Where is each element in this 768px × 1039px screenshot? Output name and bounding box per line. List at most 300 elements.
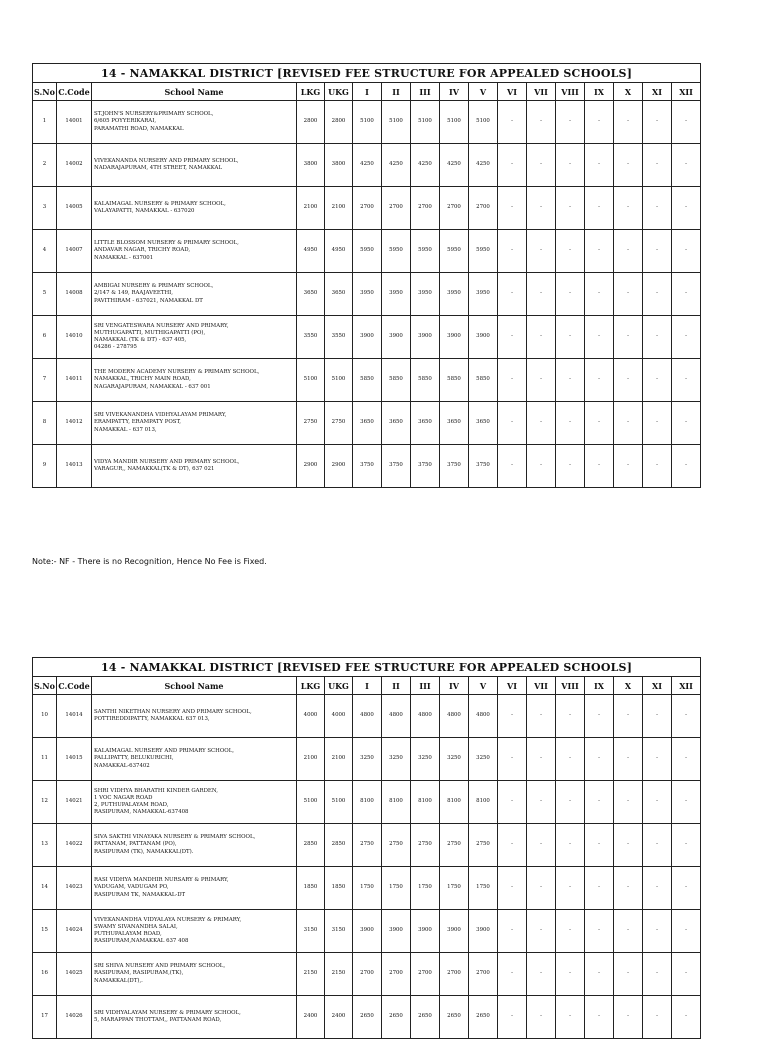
- table-row: [33, 781, 701, 824]
- fee-cell: 1750: [382, 867, 411, 910]
- fee-cell: 5100: [325, 359, 353, 402]
- school-name-line: LITTLE BLOSSOM NURSERY & PRIMARY SCHOOL,: [94, 240, 239, 247]
- school-name-line: NAMAKKAL, TRICHY MAIN ROAD,: [94, 376, 191, 383]
- fee-cell: -: [643, 824, 672, 867]
- school-name-cell: [92, 187, 297, 230]
- table-row: [33, 230, 701, 273]
- school-name-line: ANDAVAR NAGAR, TRICHY ROAD,: [94, 247, 191, 254]
- school-name-line: NAMAKKAL(DT),.: [94, 977, 143, 984]
- fee-cell: -: [643, 953, 672, 996]
- column-header: IX: [585, 677, 614, 695]
- school-code-cell: 14022: [57, 824, 92, 867]
- column-header: VII: [527, 677, 556, 695]
- fee-cell: 2700: [469, 953, 498, 996]
- fee-cell: -: [556, 144, 585, 187]
- fee-cell: 3150: [325, 910, 353, 953]
- fee-cell: 2700: [440, 187, 469, 230]
- fee-cell: -: [672, 144, 701, 187]
- note-text: Note:- NF - There is no Recognition, Hence No Fee is Fixed.: [32, 557, 267, 566]
- column-header: School Name: [92, 83, 297, 101]
- fee-cell: -: [643, 996, 672, 1039]
- column-header: III: [411, 83, 440, 101]
- fee-cell: -: [614, 359, 643, 402]
- school-name-line: AMBIGAI NURSERY & PRIMARY SCHOOL,: [94, 283, 214, 290]
- school-name-line: 6/605 POYYERIKARAI,: [94, 118, 157, 125]
- school-name-line: NADARAJAPURAM, 4TH STREET, NAMAKKAL: [94, 165, 223, 171]
- fee-cell: -: [614, 953, 643, 996]
- fee-cell: -: [672, 187, 701, 230]
- serial-number-cell: 13: [33, 824, 57, 867]
- fee-cell: 3950: [469, 273, 498, 316]
- fee-cell: -: [672, 695, 701, 738]
- column-header: VII: [527, 83, 556, 101]
- fee-cell: -: [614, 101, 643, 144]
- column-header: V: [469, 83, 498, 101]
- table-row: [33, 695, 701, 738]
- fee-cell: 3900: [411, 910, 440, 953]
- fee-cell: -: [498, 402, 527, 445]
- school-name-cell: [92, 953, 297, 996]
- fee-cell: -: [614, 402, 643, 445]
- fee-cell: -: [614, 230, 643, 273]
- fee-cell: -: [556, 187, 585, 230]
- serial-number-cell: 16: [33, 953, 57, 996]
- fee-cell: 4800: [382, 695, 411, 738]
- column-header: II: [382, 83, 411, 101]
- column-header: UKG: [325, 677, 353, 695]
- fee-cell: -: [585, 996, 614, 1039]
- fee-cell: 3950: [353, 273, 382, 316]
- serial-number-cell: 8: [33, 402, 57, 445]
- fee-cell: 1750: [469, 867, 498, 910]
- school-name-cell: [92, 230, 297, 273]
- serial-number-cell: 1: [33, 101, 57, 144]
- school-name-cell: [92, 359, 297, 402]
- fee-cell: 1850: [297, 867, 325, 910]
- fee-cell: -: [614, 910, 643, 953]
- fee-cell: 1750: [411, 867, 440, 910]
- fee-cell: 5950: [353, 230, 382, 273]
- fee-cell: 2700: [382, 187, 411, 230]
- table-row: [33, 316, 701, 359]
- school-name-line: 2, PUTHUPALAYAM ROAD,: [94, 802, 169, 808]
- fee-cell: -: [585, 273, 614, 316]
- school-code-cell: 14001: [57, 101, 92, 144]
- school-name-line: RASIPURAM (TK), NAMAKKAL(DT).: [94, 848, 194, 855]
- school-name-line: VARAGUR,, NAMAKKAL(TK & DT), 637 021: [94, 466, 215, 472]
- school-name-cell: [92, 695, 297, 738]
- fee-cell: -: [527, 316, 556, 359]
- fee-cell: -: [527, 273, 556, 316]
- fee-cell: -: [527, 445, 556, 488]
- school-code-cell: 14002: [57, 144, 92, 187]
- school-code-cell: 14007: [57, 230, 92, 273]
- fee-cell: 3650: [297, 273, 325, 316]
- column-header: C.Code: [57, 83, 92, 101]
- fee-cell: 4950: [297, 230, 325, 273]
- school-name-line: PALLIPATTY, BELUKURICHI,: [94, 755, 174, 762]
- fee-cell: -: [498, 359, 527, 402]
- fee-cell: 5100: [469, 101, 498, 144]
- fee-cell: 5850: [353, 359, 382, 402]
- fee-cell: 2400: [297, 996, 325, 1039]
- fee-cell: 2900: [325, 445, 353, 488]
- school-name-line: 2/147 & 149, RAAJAVEETHI,: [94, 290, 174, 297]
- fee-cell: 2800: [297, 101, 325, 144]
- fee-cell: -: [556, 781, 585, 824]
- fee-cell: 4000: [325, 695, 353, 738]
- fee-cell: 3750: [411, 445, 440, 488]
- school-name-line: ERAMPATTY, ERAMPATY POST,: [94, 419, 181, 426]
- column-header: VI: [498, 677, 527, 695]
- school-code-cell: 14015: [57, 738, 92, 781]
- fee-cell: -: [643, 101, 672, 144]
- table-title: 14 - NAMAKKAL DISTRICT [REVISED FEE STRUCTURE FOR APPEALED SCHOOLS]: [33, 658, 701, 677]
- school-name-line: SANTHI NIKETHAN NURSERY AND PRIMARY SCHOOL,: [94, 708, 252, 715]
- column-header: XII: [672, 83, 701, 101]
- fee-cell: -: [643, 273, 672, 316]
- fee-cell: -: [672, 824, 701, 867]
- column-header: IV: [440, 677, 469, 695]
- table-row: [33, 144, 701, 187]
- column-header: X: [614, 83, 643, 101]
- fee-cell: 3900: [353, 910, 382, 953]
- fee-cell: 2750: [353, 824, 382, 867]
- fee-cell: 1850: [325, 867, 353, 910]
- fee-cell: 3900: [353, 316, 382, 359]
- school-name-cell: [92, 824, 297, 867]
- school-name-cell: [92, 402, 297, 445]
- fee-cell: 4250: [440, 144, 469, 187]
- fee-cell: -: [643, 230, 672, 273]
- fee-cell: 2700: [411, 953, 440, 996]
- school-name-line: KALAIMAGAL NURSERY AND PRIMARY SCHOOL,: [94, 748, 235, 755]
- fee-cell: -: [643, 910, 672, 953]
- school-name-line: RASIPURAM, RASIPURAM,(TK),: [94, 970, 184, 977]
- fee-cell: 3650: [440, 402, 469, 445]
- table-row: [33, 867, 701, 910]
- fee-cell: -: [585, 187, 614, 230]
- fee-cell: -: [498, 144, 527, 187]
- fee-cell: -: [672, 359, 701, 402]
- fee-cell: 2400: [325, 996, 353, 1039]
- fee-cell: -: [672, 996, 701, 1039]
- school-code-cell: 14012: [57, 402, 92, 445]
- fee-cell: -: [672, 867, 701, 910]
- fee-cell: 3750: [469, 445, 498, 488]
- serial-number-cell: 14: [33, 867, 57, 910]
- fee-cell: 5100: [353, 101, 382, 144]
- fee-cell: 2650: [411, 996, 440, 1039]
- fee-cell: -: [556, 867, 585, 910]
- fee-cell: 4250: [382, 144, 411, 187]
- school-name-line: SRI VENGATESWARA NURSERY AND PRIMARY,: [94, 322, 229, 329]
- school-code-cell: 14008: [57, 273, 92, 316]
- fee-cell: 4950: [325, 230, 353, 273]
- serial-number-cell: 7: [33, 359, 57, 402]
- fee-cell: 2100: [325, 738, 353, 781]
- fee-cell: 2700: [440, 953, 469, 996]
- fee-cell: 3650: [325, 273, 353, 316]
- fee-cell: 5100: [297, 359, 325, 402]
- fee-cell: 2750: [411, 824, 440, 867]
- fee-cell: -: [498, 101, 527, 144]
- serial-number-cell: 2: [33, 144, 57, 187]
- school-name-line: RASI VIDHYA MANDHIR NURSARY & PRIMARY,: [94, 877, 229, 884]
- school-code-cell: 14011: [57, 359, 92, 402]
- fee-cell: 8100: [382, 781, 411, 824]
- school-name-line: VIVEKANANDA NURSERY AND PRIMARY SCHOOL,: [94, 157, 239, 164]
- fee-cell: -: [556, 445, 585, 488]
- fee-cell: 2650: [353, 996, 382, 1039]
- fee-cell: -: [643, 445, 672, 488]
- school-name-line: NAMAKKAL (TK & DT) - 637 405,: [94, 337, 187, 343]
- table-row: [33, 402, 701, 445]
- serial-number-cell: 5: [33, 273, 57, 316]
- fee-cell: -: [585, 695, 614, 738]
- school-name-line: RASIPURAM TK, NAMAKKAL-DT: [94, 891, 186, 898]
- fee-cell: 3550: [325, 316, 353, 359]
- table-row: [33, 359, 701, 402]
- fee-cell: 2700: [411, 187, 440, 230]
- fee-cell: 3900: [469, 910, 498, 953]
- fee-cell: -: [672, 781, 701, 824]
- fee-cell: 3750: [353, 445, 382, 488]
- school-name-line: POTTIREDDIPATTY, NAMAKKAL 637 013,: [94, 716, 210, 722]
- fee-cell: 3950: [440, 273, 469, 316]
- school-name-line: VIVEKANANDHA VIDYALAYA NURSERY & PRIMARY,: [94, 916, 242, 923]
- fee-cell: 2800: [325, 101, 353, 144]
- column-header: I: [353, 677, 382, 695]
- fee-cell: 3250: [469, 738, 498, 781]
- fee-cell: 4800: [469, 695, 498, 738]
- fee-cell: -: [556, 695, 585, 738]
- school-name-cell: [92, 316, 297, 359]
- fee-cell: -: [556, 230, 585, 273]
- fee-cell: -: [585, 445, 614, 488]
- fee-cell: -: [556, 953, 585, 996]
- table-body: [33, 695, 701, 1039]
- school-name-cell: [92, 738, 297, 781]
- fee-cell: -: [643, 402, 672, 445]
- fee-cell: 3250: [411, 738, 440, 781]
- fee-cell: 2750: [469, 824, 498, 867]
- fee-cell: 1750: [353, 867, 382, 910]
- column-header-row: [33, 83, 701, 101]
- fee-cell: -: [498, 273, 527, 316]
- fee-cell: -: [672, 273, 701, 316]
- serial-number-cell: 3: [33, 187, 57, 230]
- fee-cell: -: [672, 910, 701, 953]
- fee-cell: -: [527, 996, 556, 1039]
- school-name-line: SRI VIDHYALAYAM NURSERY & PRIMARY SCHOOL,: [94, 1009, 241, 1016]
- fee-cell: -: [643, 695, 672, 738]
- serial-number-cell: 10: [33, 695, 57, 738]
- table-row: [33, 273, 701, 316]
- school-code-cell: 14010: [57, 316, 92, 359]
- fee-cell: 2650: [382, 996, 411, 1039]
- fee-cell: -: [614, 695, 643, 738]
- school-name-cell: [92, 867, 297, 910]
- school-code-cell: 14014: [57, 695, 92, 738]
- school-name-line: NAMAKKAL - 637001: [94, 254, 154, 261]
- serial-number-cell: 15: [33, 910, 57, 953]
- fee-table-1: [32, 63, 701, 488]
- fee-cell: -: [614, 144, 643, 187]
- fee-cell: -: [527, 144, 556, 187]
- school-name-cell: [92, 273, 297, 316]
- fee-cell: 5950: [469, 230, 498, 273]
- fee-cell: 3650: [353, 402, 382, 445]
- fee-cell: -: [498, 316, 527, 359]
- serial-number-cell: 6: [33, 316, 57, 359]
- fee-cell: 3950: [382, 273, 411, 316]
- fee-cell: -: [527, 402, 556, 445]
- fee-cell: -: [498, 445, 527, 488]
- table-row: [33, 953, 701, 996]
- fee-cell: -: [585, 402, 614, 445]
- fee-cell: 5100: [411, 101, 440, 144]
- school-name-cell: [92, 996, 297, 1039]
- table-row: [33, 996, 701, 1039]
- column-header: V: [469, 677, 498, 695]
- fee-cell: -: [585, 144, 614, 187]
- fee-cell: -: [498, 953, 527, 996]
- school-name-line: 04286 - 278795: [94, 344, 137, 351]
- fee-cell: 3950: [411, 273, 440, 316]
- fee-cell: 2150: [325, 953, 353, 996]
- fee-cell: 5100: [440, 101, 469, 144]
- column-header: LKG: [297, 677, 325, 695]
- fee-cell: -: [672, 445, 701, 488]
- fee-cell: -: [643, 144, 672, 187]
- fee-cell: -: [643, 781, 672, 824]
- fee-cell: 3800: [297, 144, 325, 187]
- fee-cell: 2100: [297, 187, 325, 230]
- column-header: XI: [643, 83, 672, 101]
- fee-cell: 2850: [297, 824, 325, 867]
- fee-cell: -: [585, 316, 614, 359]
- fee-cell: 4800: [440, 695, 469, 738]
- school-name-line: 1 VOC NAGAR ROAD: [94, 794, 153, 801]
- school-name-line: ST.JOHN'S NURSERY&PRIMARY SCHOOL,: [94, 111, 214, 118]
- school-name-line: RASIPURAM,NAMAKKAL 637 408: [94, 938, 189, 945]
- fee-cell: 8100: [353, 781, 382, 824]
- fee-cell: -: [643, 738, 672, 781]
- fee-cell: -: [498, 187, 527, 230]
- fee-cell: 4800: [353, 695, 382, 738]
- fee-cell: 5100: [382, 101, 411, 144]
- fee-cell: -: [556, 996, 585, 1039]
- column-header: III: [411, 677, 440, 695]
- fee-cell: 2900: [297, 445, 325, 488]
- school-name-cell: [92, 101, 297, 144]
- fee-cell: -: [498, 867, 527, 910]
- fee-cell: 8100: [469, 781, 498, 824]
- fee-cell: 5850: [382, 359, 411, 402]
- school-code-cell: 14026: [57, 996, 92, 1039]
- serial-number-cell: 17: [33, 996, 57, 1039]
- column-header: VIII: [556, 83, 585, 101]
- fee-cell: -: [672, 738, 701, 781]
- column-header: IX: [585, 83, 614, 101]
- fee-cell: -: [672, 101, 701, 144]
- table-row: [33, 910, 701, 953]
- fee-cell: -: [527, 359, 556, 402]
- column-header: C.Code: [57, 677, 92, 695]
- fee-cell: -: [527, 738, 556, 781]
- fee-cell: 4250: [411, 144, 440, 187]
- fee-cell: -: [527, 910, 556, 953]
- school-name-line: PUTHUPALAYAM ROAD,: [94, 931, 162, 937]
- column-header: School Name: [92, 677, 297, 695]
- fee-cell: -: [614, 867, 643, 910]
- fee-cell: -: [585, 738, 614, 781]
- fee-cell: 8100: [440, 781, 469, 824]
- column-header: I: [353, 83, 382, 101]
- fee-cell: 2150: [297, 953, 325, 996]
- school-name-cell: [92, 144, 297, 187]
- fee-cell: 5850: [469, 359, 498, 402]
- fee-cell: 3900: [440, 910, 469, 953]
- fee-cell: 3650: [411, 402, 440, 445]
- school-name-line: PAVITHIRAM - 637021, NAMAKKAL DT: [94, 297, 203, 304]
- fee-cell: 2650: [469, 996, 498, 1039]
- fee-cell: 4800: [411, 695, 440, 738]
- column-header: X: [614, 677, 643, 695]
- fee-cell: 5850: [411, 359, 440, 402]
- fee-cell: 5100: [297, 781, 325, 824]
- column-header: II: [382, 677, 411, 695]
- fee-cell: -: [585, 953, 614, 996]
- table-body: [33, 101, 701, 488]
- fee-cell: -: [527, 781, 556, 824]
- fee-cell: 5950: [440, 230, 469, 273]
- fee-cell: -: [527, 230, 556, 273]
- fee-cell: 2750: [325, 402, 353, 445]
- fee-cell: 3250: [440, 738, 469, 781]
- school-name-line: MUTHUGAPATTI, MUTHIGAPATTI (PO),: [94, 329, 206, 336]
- fee-cell: -: [498, 996, 527, 1039]
- column-header: XII: [672, 677, 701, 695]
- column-header: S.No: [33, 83, 57, 101]
- fee-cell: -: [585, 781, 614, 824]
- fee-cell: 3250: [353, 738, 382, 781]
- fee-cell: 4000: [297, 695, 325, 738]
- fee-cell: 4250: [353, 144, 382, 187]
- fee-cell: -: [556, 101, 585, 144]
- fee-cell: -: [556, 316, 585, 359]
- school-name-line: VALAYAPATTI, NAMAKKAL - 637020: [94, 208, 195, 214]
- school-code-cell: 14023: [57, 867, 92, 910]
- fee-cell: 3250: [382, 738, 411, 781]
- school-code-cell: 14005: [57, 187, 92, 230]
- fee-cell: -: [556, 910, 585, 953]
- serial-number-cell: 9: [33, 445, 57, 488]
- school-name-cell: [92, 910, 297, 953]
- fee-cell: 2750: [382, 824, 411, 867]
- column-header-row: [33, 677, 701, 695]
- fee-cell: 3150: [297, 910, 325, 953]
- fee-cell: 2850: [325, 824, 353, 867]
- fee-cell: 4250: [469, 144, 498, 187]
- fee-cell: -: [527, 824, 556, 867]
- column-header: IV: [440, 83, 469, 101]
- fee-cell: 3550: [297, 316, 325, 359]
- fee-cell: 3900: [411, 316, 440, 359]
- fee-cell: 2700: [469, 187, 498, 230]
- fee-cell: -: [643, 316, 672, 359]
